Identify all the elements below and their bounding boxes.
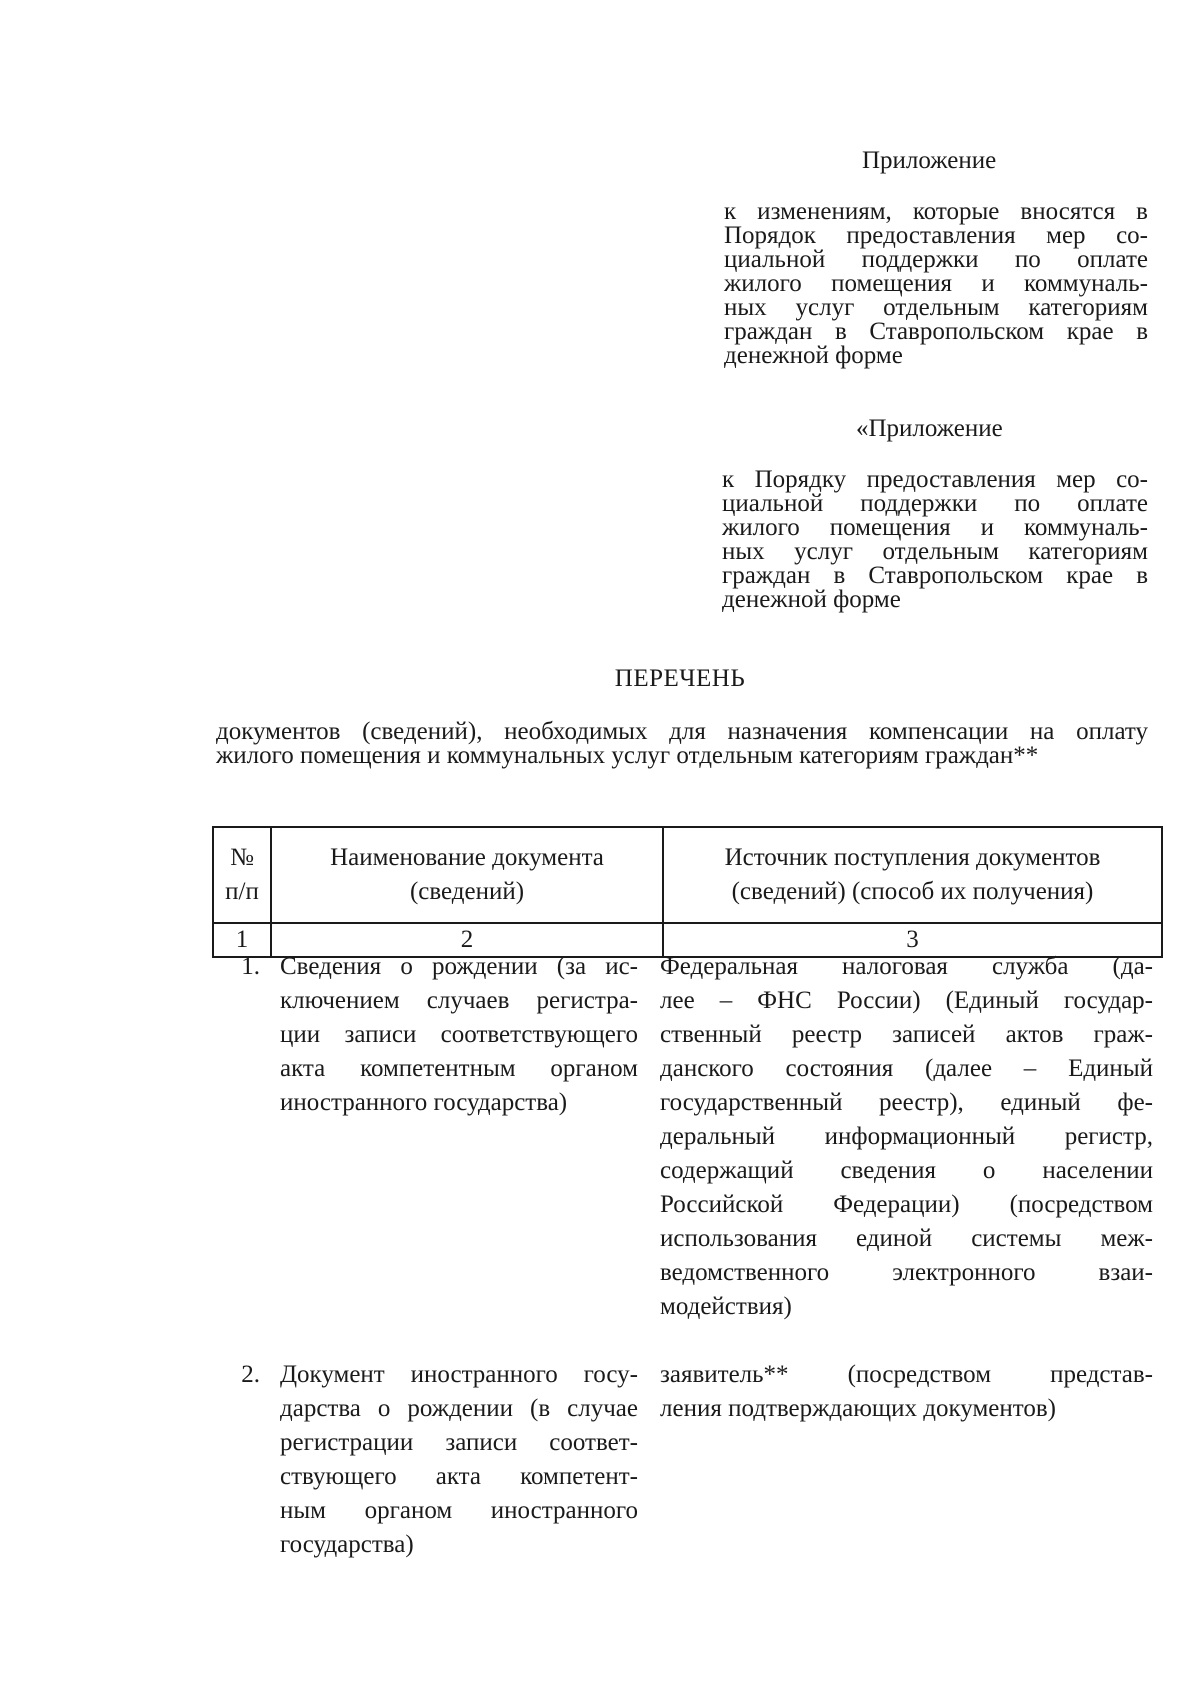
text-line: акта компетентным органом bbox=[280, 1055, 638, 1082]
appendix-2-body bbox=[722, 468, 1148, 612]
header-number bbox=[213, 827, 271, 923]
text-line: содержащий сведения о населении bbox=[660, 1157, 1153, 1184]
appendix-1-body bbox=[724, 200, 1148, 368]
text-line: Российской Федерации) (посредством bbox=[660, 1191, 1153, 1218]
text-line: государства) bbox=[280, 1531, 414, 1558]
appendix-2-line: граждан в Ставропольском крае в bbox=[722, 562, 1148, 589]
text-line: Документ иностранного госу- bbox=[280, 1361, 638, 1388]
text-line: ции записи соответствующего bbox=[280, 1021, 638, 1048]
header-source-line: Источник поступления документов bbox=[724, 844, 1101, 871]
text-line: ственный реестр записей актов граж- bbox=[660, 1021, 1153, 1048]
row-spacer bbox=[212, 1324, 1161, 1358]
row-document-name bbox=[270, 1358, 650, 1562]
appendix-1-line: жилого помещения и коммуналь- bbox=[724, 270, 1148, 297]
appendix-1-line: к изменениям, которые вносятся в bbox=[724, 198, 1148, 225]
appendix-1-line: граждан в Ставропольском крае в bbox=[724, 318, 1148, 345]
text-line: деральный информационный регистр, bbox=[660, 1123, 1153, 1150]
header-document-name bbox=[271, 827, 663, 923]
appendix-1-line: ных услуг отдельным категориям bbox=[724, 294, 1148, 321]
text-line: использования единой системы меж- bbox=[660, 1225, 1153, 1252]
document-subtitle-line: документов (сведений), необходимых для назначения компенсации на оплату bbox=[216, 718, 1148, 745]
appendix-2-line: ных услуг отдельным категориям bbox=[722, 538, 1148, 565]
text-line: модействия) bbox=[660, 1293, 792, 1320]
text-line: ным органом иностранного bbox=[280, 1497, 638, 1524]
row-source bbox=[650, 950, 1161, 1324]
text-line: заявитель** (посредством представ- bbox=[660, 1361, 1153, 1388]
appendix-2-line: к Порядку предоставления мер со- bbox=[722, 466, 1148, 493]
text-line: ления подтверждающих документов) bbox=[660, 1395, 1056, 1422]
appendix-2-line: денежной форме bbox=[722, 586, 901, 613]
header-number-line: п/п bbox=[225, 878, 259, 905]
text-line: Федеральная налоговая служба (да- bbox=[660, 953, 1153, 980]
appendix-1-line: денежной форме bbox=[724, 342, 903, 369]
row-number: 1. bbox=[241, 953, 260, 980]
appendix-1-title: Приложение bbox=[862, 147, 997, 174]
row-document-name bbox=[270, 950, 650, 1324]
header-document-name-line: (сведений) bbox=[409, 878, 525, 905]
text-line: государственный реестр), единый фе- bbox=[660, 1089, 1153, 1116]
column-number: 1 bbox=[213, 923, 271, 957]
text-line: дарства о рождении (в случае bbox=[280, 1395, 638, 1422]
text-line: Сведения о рождении (за ис- bbox=[280, 953, 638, 980]
table-body bbox=[212, 950, 1161, 1562]
appendix-1-line: Порядок предоставления мер со- bbox=[724, 222, 1148, 249]
documents-table bbox=[212, 826, 1163, 958]
header-source bbox=[663, 827, 1162, 923]
column-number: 2 bbox=[271, 923, 663, 957]
header-source-line: (сведений) (способ их получения) bbox=[731, 878, 1094, 905]
appendix-2-title: «Приложение bbox=[856, 415, 1003, 442]
header-document-name-line: Наименование документа bbox=[330, 844, 604, 871]
row-source bbox=[650, 1358, 1161, 1562]
table-row bbox=[212, 1358, 1161, 1562]
row-number: 2. bbox=[241, 1361, 260, 1388]
header-number-line: № bbox=[230, 844, 254, 871]
column-number: 3 bbox=[663, 923, 1162, 957]
text-line: регистрации записи соответ- bbox=[280, 1429, 638, 1456]
text-line: ствующего акта компетент- bbox=[280, 1463, 638, 1490]
document-subtitle bbox=[216, 720, 1148, 768]
table-row bbox=[212, 950, 1161, 1324]
appendix-2-line: циальной поддержки по оплате bbox=[722, 490, 1148, 517]
text-line: ведомственного электронного взаи- bbox=[660, 1259, 1153, 1286]
appendix-2-line: жилого помещения и коммуналь- bbox=[722, 514, 1148, 541]
document-title: ПЕРЕЧЕНЬ bbox=[614, 665, 746, 692]
text-line: лее – ФНС России) (Единый государ- bbox=[660, 987, 1153, 1014]
text-line: иностранного государства) bbox=[280, 1089, 568, 1116]
table-header-row bbox=[213, 827, 1162, 923]
appendix-1-line: циальной поддержки по оплате bbox=[724, 246, 1148, 273]
text-line: ключением случаев регистра- bbox=[280, 987, 638, 1014]
text-line: данского состояния (далее – Единый bbox=[660, 1055, 1153, 1082]
document-subtitle-line: жилого помещения и коммунальных услуг отдельным категориям граждан** bbox=[216, 742, 1039, 769]
